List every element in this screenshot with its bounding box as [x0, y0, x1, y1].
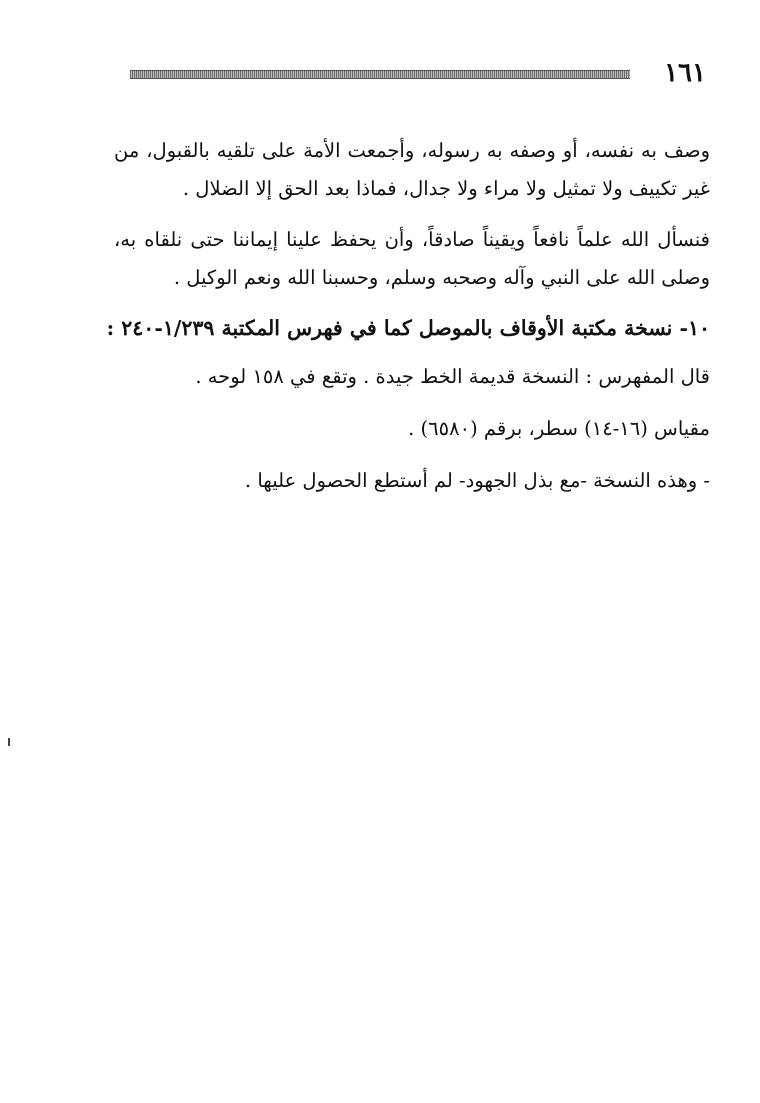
section-heading: ١٠- نسخة مكتبة الأوقاف بالموصل كما في فهرس المكتبة ١/٢٣٩-٢٤٠ :	[106, 316, 710, 340]
margin-mark	[8, 738, 10, 746]
paragraph-2: فنسأل الله علماً نافعاً ويقيناً صادقاً، وأن يحفظ علينا إيماننا حتى نلقاه به، وصلى الله على النبي وآله وصحبه وسلم، وحسبنا الله ونعم الوكيل .	[114, 228, 710, 289]
availability-note-line: - وهذه النسخة -مع بذل الجهود- لم أستطع الحصول عليها .	[244, 469, 710, 492]
measurement-line: مقياس (١٦-١٤) سطر، برقم (٦٥٨٠) .	[408, 417, 710, 440]
paragraph-1: وصف به نفسه، أو وصفه به رسوله، وأجمعت الأمة على تلقيه بالقبول، من غير تكييف ولا تمثيل ولا مراء ولا جدال، فماذا بعد الحق إلا الضلال .	[114, 139, 710, 200]
page-number: ١٦١	[664, 58, 706, 88]
catalog-note-line: قال المفهرس : النسخة قديمة الخط جيدة . وتقع في ١٥٨ لوحه .	[195, 365, 710, 388]
page-body	[106, 0, 710, 1103]
